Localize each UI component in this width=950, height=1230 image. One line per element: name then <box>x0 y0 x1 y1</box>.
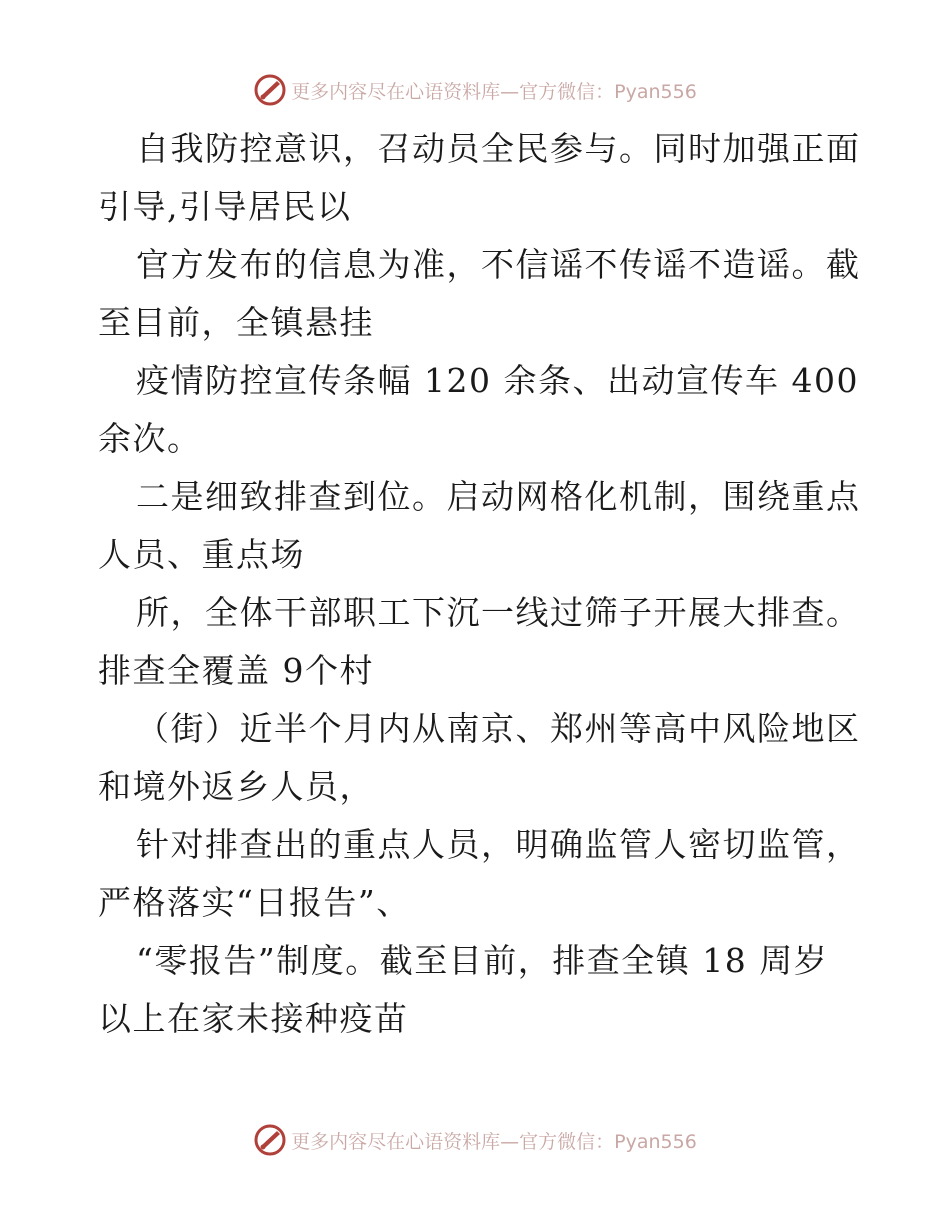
text-line: “零报告”制度。截至目前，排查全镇 18 周岁 <box>136 941 829 980</box>
document-body <box>98 120 861 1048</box>
header-banner <box>0 70 950 110</box>
banner-text: 更多内容尽在心语资料库—官方微信：Pyan556 <box>291 1130 697 1153</box>
text-line: 针对排查出的重点人员，明确监管人密切监管， <box>136 825 861 864</box>
text-line: 以上在家未接种疫苗 <box>98 999 409 1038</box>
text-line: 所，全体干部职工下沉一线过筛子开展大排查。 <box>136 593 861 632</box>
banner-text: 更多内容尽在心语资料库—官方微信：Pyan556 <box>291 80 697 103</box>
text-line: 排查全覆盖 9个村 <box>98 651 374 690</box>
text-line: 二是细致排查到位。启动网格化机制，围绕重点 <box>136 477 861 516</box>
text-line: 和境外返乡人员， <box>98 767 374 806</box>
text-line: 官方发布的信息为准，不信谣不传谣不造谣。截 <box>136 245 861 284</box>
text-line: 余次。 <box>98 419 202 458</box>
logo-icon <box>253 1123 287 1157</box>
footer-banner <box>0 1120 950 1160</box>
logo-icon <box>253 73 287 107</box>
text-line: 人员、重点场 <box>98 535 305 574</box>
text-line: （街）近半个月内从南京、郑州等高中风险地区 <box>136 709 861 748</box>
text-line: 疫情防控宣传条幅 120 余条、出动宣传车 400 <box>136 361 859 400</box>
text-line: 自我防控意识，召动员全民参与。同时加强正面 <box>136 129 861 168</box>
text-line: 严格落实“日报告”、 <box>98 883 411 922</box>
text-line: 至目前，全镇悬挂 <box>98 303 374 342</box>
text-line: 引导,引导居民以 <box>98 187 352 226</box>
